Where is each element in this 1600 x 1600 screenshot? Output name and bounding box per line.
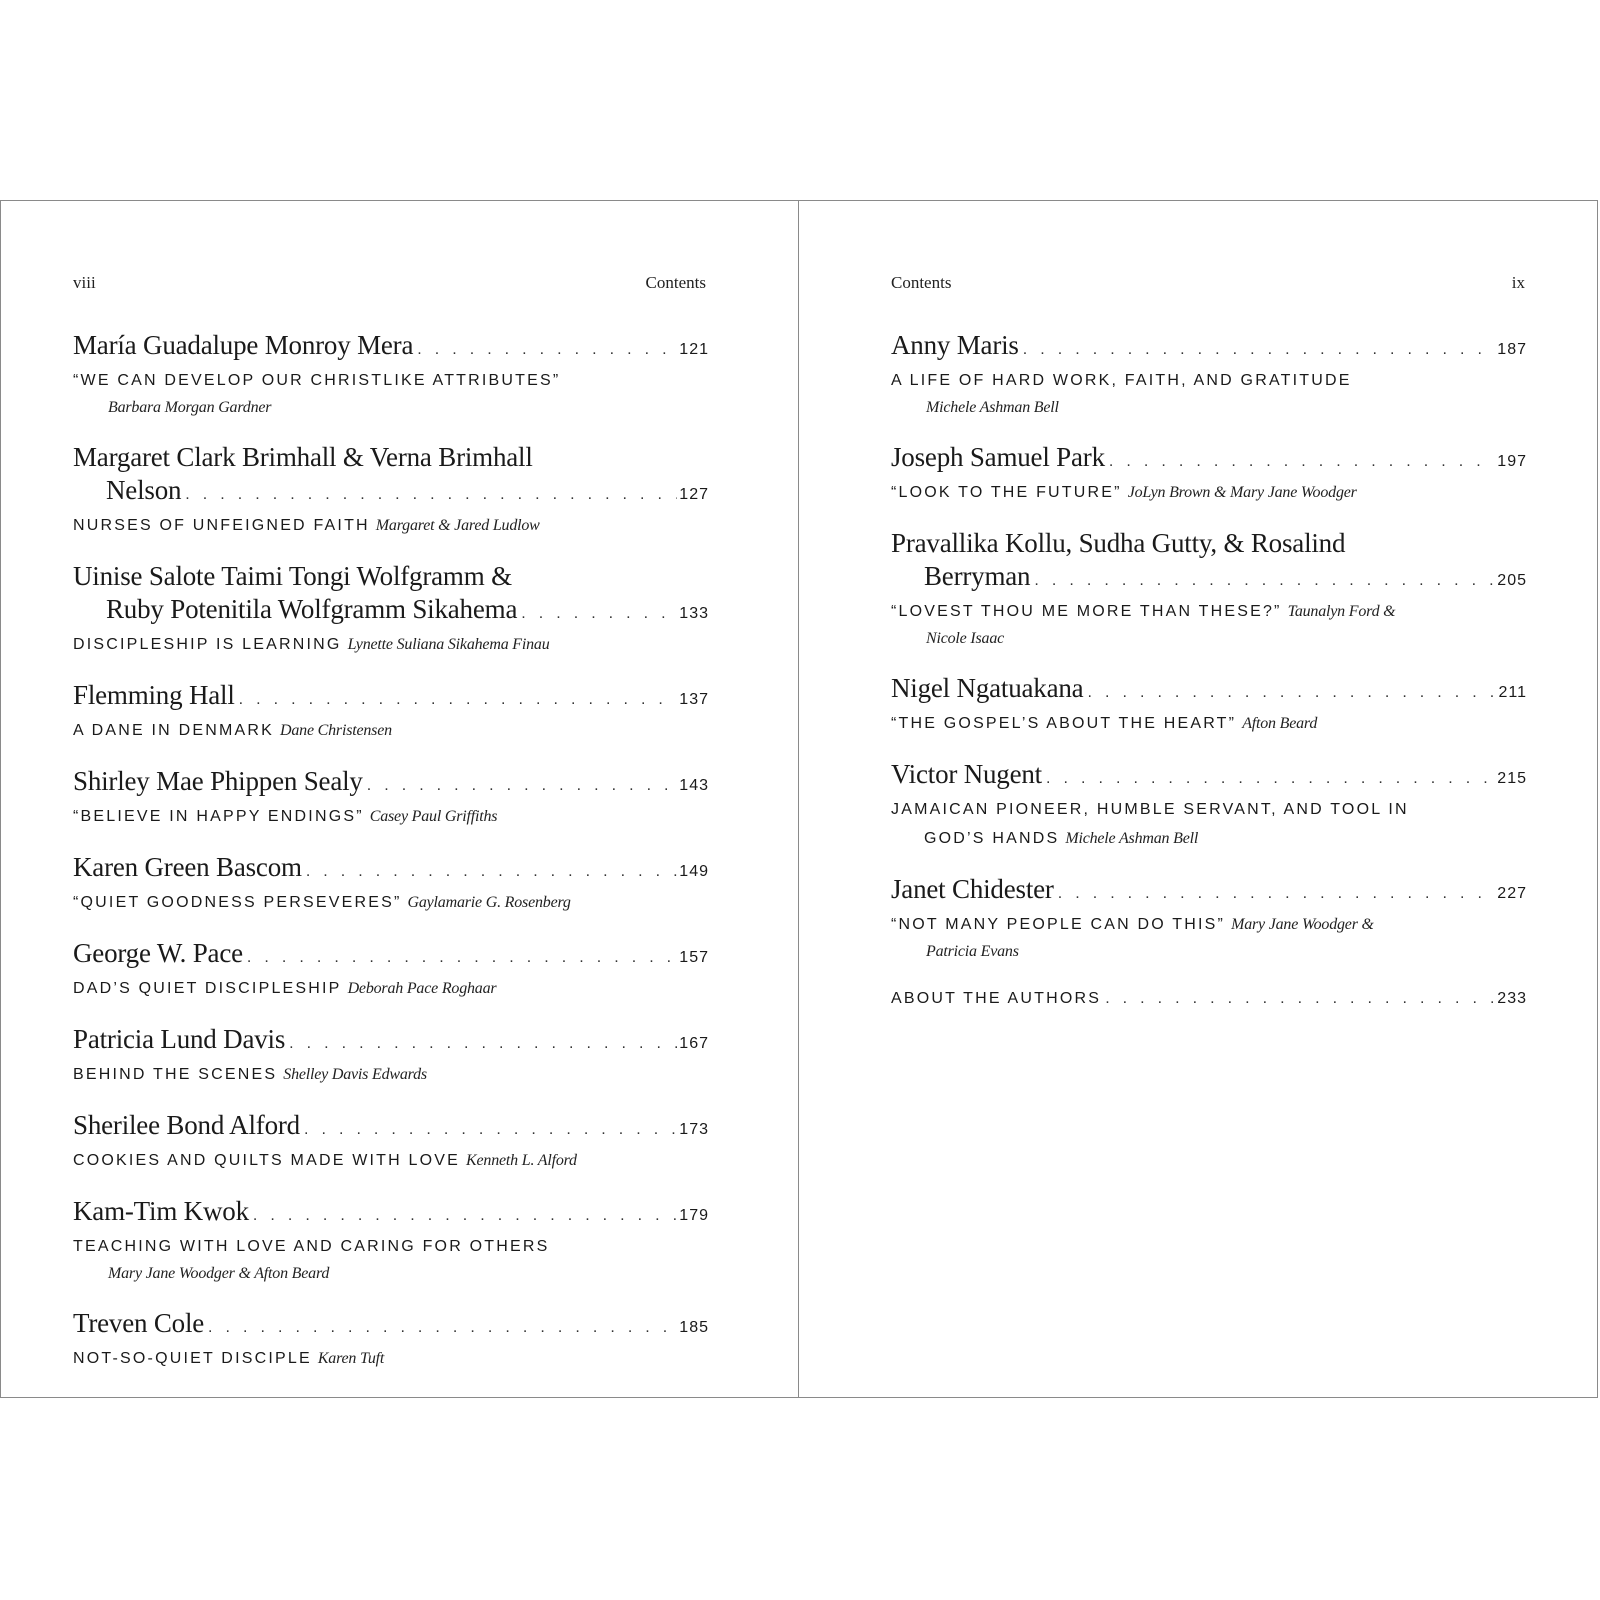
chapter-author: Kenneth L. Alford: [466, 1152, 577, 1169]
chapter-author: Karen Tuft: [317, 1350, 385, 1367]
chapter-subtitle: DAD’S QUIET DISCIPLESHIP: [73, 980, 342, 997]
page-ref: 185: [679, 1319, 709, 1336]
book-spread: [0, 200, 1598, 1398]
page-ref: 127: [679, 486, 709, 503]
page-ref: 233: [1497, 990, 1527, 1007]
dot-leader: [1058, 873, 1496, 910]
running-title: Contents: [645, 273, 706, 292]
left-page: [1, 201, 799, 1397]
chapter-name: Sherilee Bond Alford: [73, 1110, 300, 1140]
chapter-author: Barbara Morgan Gardner: [108, 399, 272, 416]
chapter-name: Uinise Salote Taimi Tongi Wolfgramm &: [73, 561, 512, 591]
chapter-name-continued: Berryman: [924, 561, 1031, 591]
page-ref: 149: [679, 863, 709, 880]
page-number: ix: [1511, 273, 1525, 292]
page-ref: 197: [1497, 453, 1527, 470]
chapter-name: Nigel Ngatuakana: [891, 673, 1084, 703]
chapter-subtitle: TEACHING WITH LOVE AND CARING FOR OTHERS: [73, 1238, 550, 1255]
toc-entry: [73, 1195, 709, 1287]
chapter-author: Lynette Suliana Sikahema Finau: [347, 636, 550, 653]
toc-entry: [73, 765, 709, 831]
toc-entry: [891, 672, 1527, 738]
page-ref: 173: [679, 1121, 709, 1138]
chapter-subtitle: A LIFE OF HARD WORK, FAITH, AND GRATITUDE: [891, 372, 1352, 389]
dot-leader: [1034, 560, 1495, 597]
page-ref: 157: [679, 949, 709, 966]
chapter-name-continued: Nelson: [106, 475, 182, 505]
chapter-name: Victor Nugent: [891, 759, 1042, 789]
chapter-name-continued: Ruby Potenitila Wolfgramm Sikahema: [106, 594, 518, 624]
dot-leader: [239, 679, 678, 716]
chapter-author: Gaylamarie G. Rosenberg: [407, 894, 571, 911]
chapter-author: Taunalyn Ford &: [1287, 603, 1396, 620]
toc-entry: [73, 1109, 709, 1175]
chapter-author: Casey Paul Griffiths: [369, 808, 498, 825]
toc-entry: [891, 329, 1527, 421]
page-ref: 205: [1497, 572, 1527, 589]
toc-entry: [73, 937, 709, 1003]
chapter-author: Dane Christensen: [280, 722, 392, 739]
chapter-subtitle: “QUIET GOODNESS PERSEVERES”: [73, 894, 402, 911]
page-ref: 167: [679, 1035, 709, 1052]
toc-entry: [891, 873, 1527, 965]
dot-leader: [247, 937, 677, 974]
chapter-author: Mary Jane Woodger & Afton Beard: [108, 1265, 330, 1282]
dot-leader: [1023, 329, 1496, 366]
table-of-contents: [891, 329, 1527, 1013]
dot-leader: [1109, 441, 1495, 478]
toc-entry: [891, 758, 1527, 853]
page-ref: 179: [679, 1207, 709, 1224]
chapter-subtitle: “THE GOSPEL’S ABOUT THE HEART”: [891, 715, 1237, 732]
chapter-author: Mary Jane Woodger &: [1231, 916, 1374, 933]
chapter-subtitle: “LOVEST THOU ME MORE THAN THESE?”: [891, 603, 1282, 620]
chapter-author: Shelley Davis Edwards: [283, 1066, 427, 1083]
toc-entry: [73, 1023, 709, 1089]
chapter-name: Shirley Mae Phippen Sealy: [73, 766, 363, 796]
dot-leader: [185, 474, 677, 511]
toc-entry: [73, 1307, 709, 1373]
dot-leader: [521, 593, 677, 630]
toc-entry: [891, 527, 1527, 652]
dot-leader: [289, 1023, 677, 1060]
chapter-author: Deborah Pace Roghaar: [347, 980, 497, 997]
chapter-author-continued: Nicole Isaac: [926, 630, 1005, 647]
dot-leader: [304, 1109, 677, 1146]
dot-leader: [1105, 985, 1495, 1013]
chapter-subtitle: BEHIND THE SCENES: [73, 1066, 278, 1083]
right-page: [799, 201, 1597, 1397]
page-ref: 133: [679, 605, 709, 622]
chapter-name: Treven Cole: [73, 1308, 205, 1338]
chapter-subtitle: NURSES OF UNFEIGNED FAITH: [73, 517, 370, 534]
page-ref: 143: [679, 777, 709, 794]
dot-leader: [208, 1307, 677, 1344]
toc-entry: [891, 441, 1527, 507]
chapter-name: George W. Pace: [73, 938, 243, 968]
chapter-subtitle: “LOOK TO THE FUTURE”: [891, 484, 1122, 501]
toc-entry: [73, 329, 709, 421]
chapter-subtitle: “BELIEVE IN HAPPY ENDINGS”: [73, 808, 364, 825]
toc-entry: [73, 679, 709, 745]
page-ref: 227: [1497, 885, 1527, 902]
page-ref: 211: [1498, 684, 1527, 701]
page-ref: 137: [679, 691, 709, 708]
chapter-subtitle: NOT-SO-QUIET DISCIPLE: [73, 1350, 312, 1367]
chapter-author: Margaret & Jared Ludlow: [375, 517, 540, 534]
chapter-author: JoLyn Brown & Mary Jane Woodger: [1127, 484, 1357, 501]
chapter-author: Michele Ashman Bell: [1065, 830, 1199, 847]
dot-leader: [253, 1195, 677, 1232]
chapter-subtitle: “NOT MANY PEOPLE CAN DO THIS”: [891, 916, 1226, 933]
chapter-name: Kam-Tim Kwok: [73, 1196, 249, 1226]
chapter-name: Margaret Clark Brimhall & Verna Brimhall: [73, 442, 533, 472]
toc-entry: [73, 851, 709, 917]
chapter-name: Anny Maris: [891, 330, 1019, 360]
chapter-author-continued: Patricia Evans: [926, 943, 1019, 960]
chapter-subtitle: JAMAICAN PIONEER, HUMBLE SERVANT, AND TOOL IN: [891, 801, 1409, 818]
toc-entry: [73, 560, 709, 659]
chapter-name: Janet Chidester: [891, 874, 1054, 904]
chapter-name: Karen Green Bascom: [73, 852, 302, 882]
dot-leader: [417, 329, 677, 366]
toc-entry-about-authors: [891, 985, 1527, 1013]
dot-leader: [1046, 758, 1495, 795]
running-title: Contents: [891, 273, 952, 292]
chapter-author: Michele Ashman Bell: [926, 399, 1059, 416]
chapter-name: Joseph Samuel Park: [891, 442, 1105, 472]
chapter-subtitle: DISCIPLESHIP IS LEARNING: [73, 636, 342, 653]
chapter-subtitle: COOKIES AND QUILTS MADE WITH LOVE: [73, 1152, 461, 1169]
chapter-subtitle: A DANE IN DENMARK: [73, 722, 274, 739]
page-number: viii: [73, 273, 96, 292]
chapter-name: Patricia Lund Davis: [73, 1024, 286, 1054]
dot-leader: [306, 851, 677, 888]
chapter-subtitle: “WE CAN DEVELOP OUR CHRISTLIKE ATTRIBUTES”: [73, 372, 561, 389]
dot-leader: [367, 765, 678, 802]
chapter-name: María Guadalupe Monroy Mera: [73, 330, 414, 360]
chapter-subtitle-continued: GOD’S HANDS: [924, 830, 1060, 847]
about-authors-label: ABOUT THE AUTHORS: [891, 990, 1102, 1007]
table-of-contents: [73, 329, 709, 1393]
chapter-name: Flemming Hall: [73, 680, 235, 710]
page-ref: 187: [1497, 341, 1527, 358]
chapter-name: Pravallika Kollu, Sudha Gutty, & Rosalind: [891, 528, 1346, 558]
dot-leader: [1087, 672, 1496, 709]
toc-entry: [73, 441, 709, 540]
page-ref: 215: [1497, 770, 1527, 787]
chapter-author: Afton Beard: [1242, 715, 1318, 732]
page-ref: 121: [679, 341, 709, 358]
